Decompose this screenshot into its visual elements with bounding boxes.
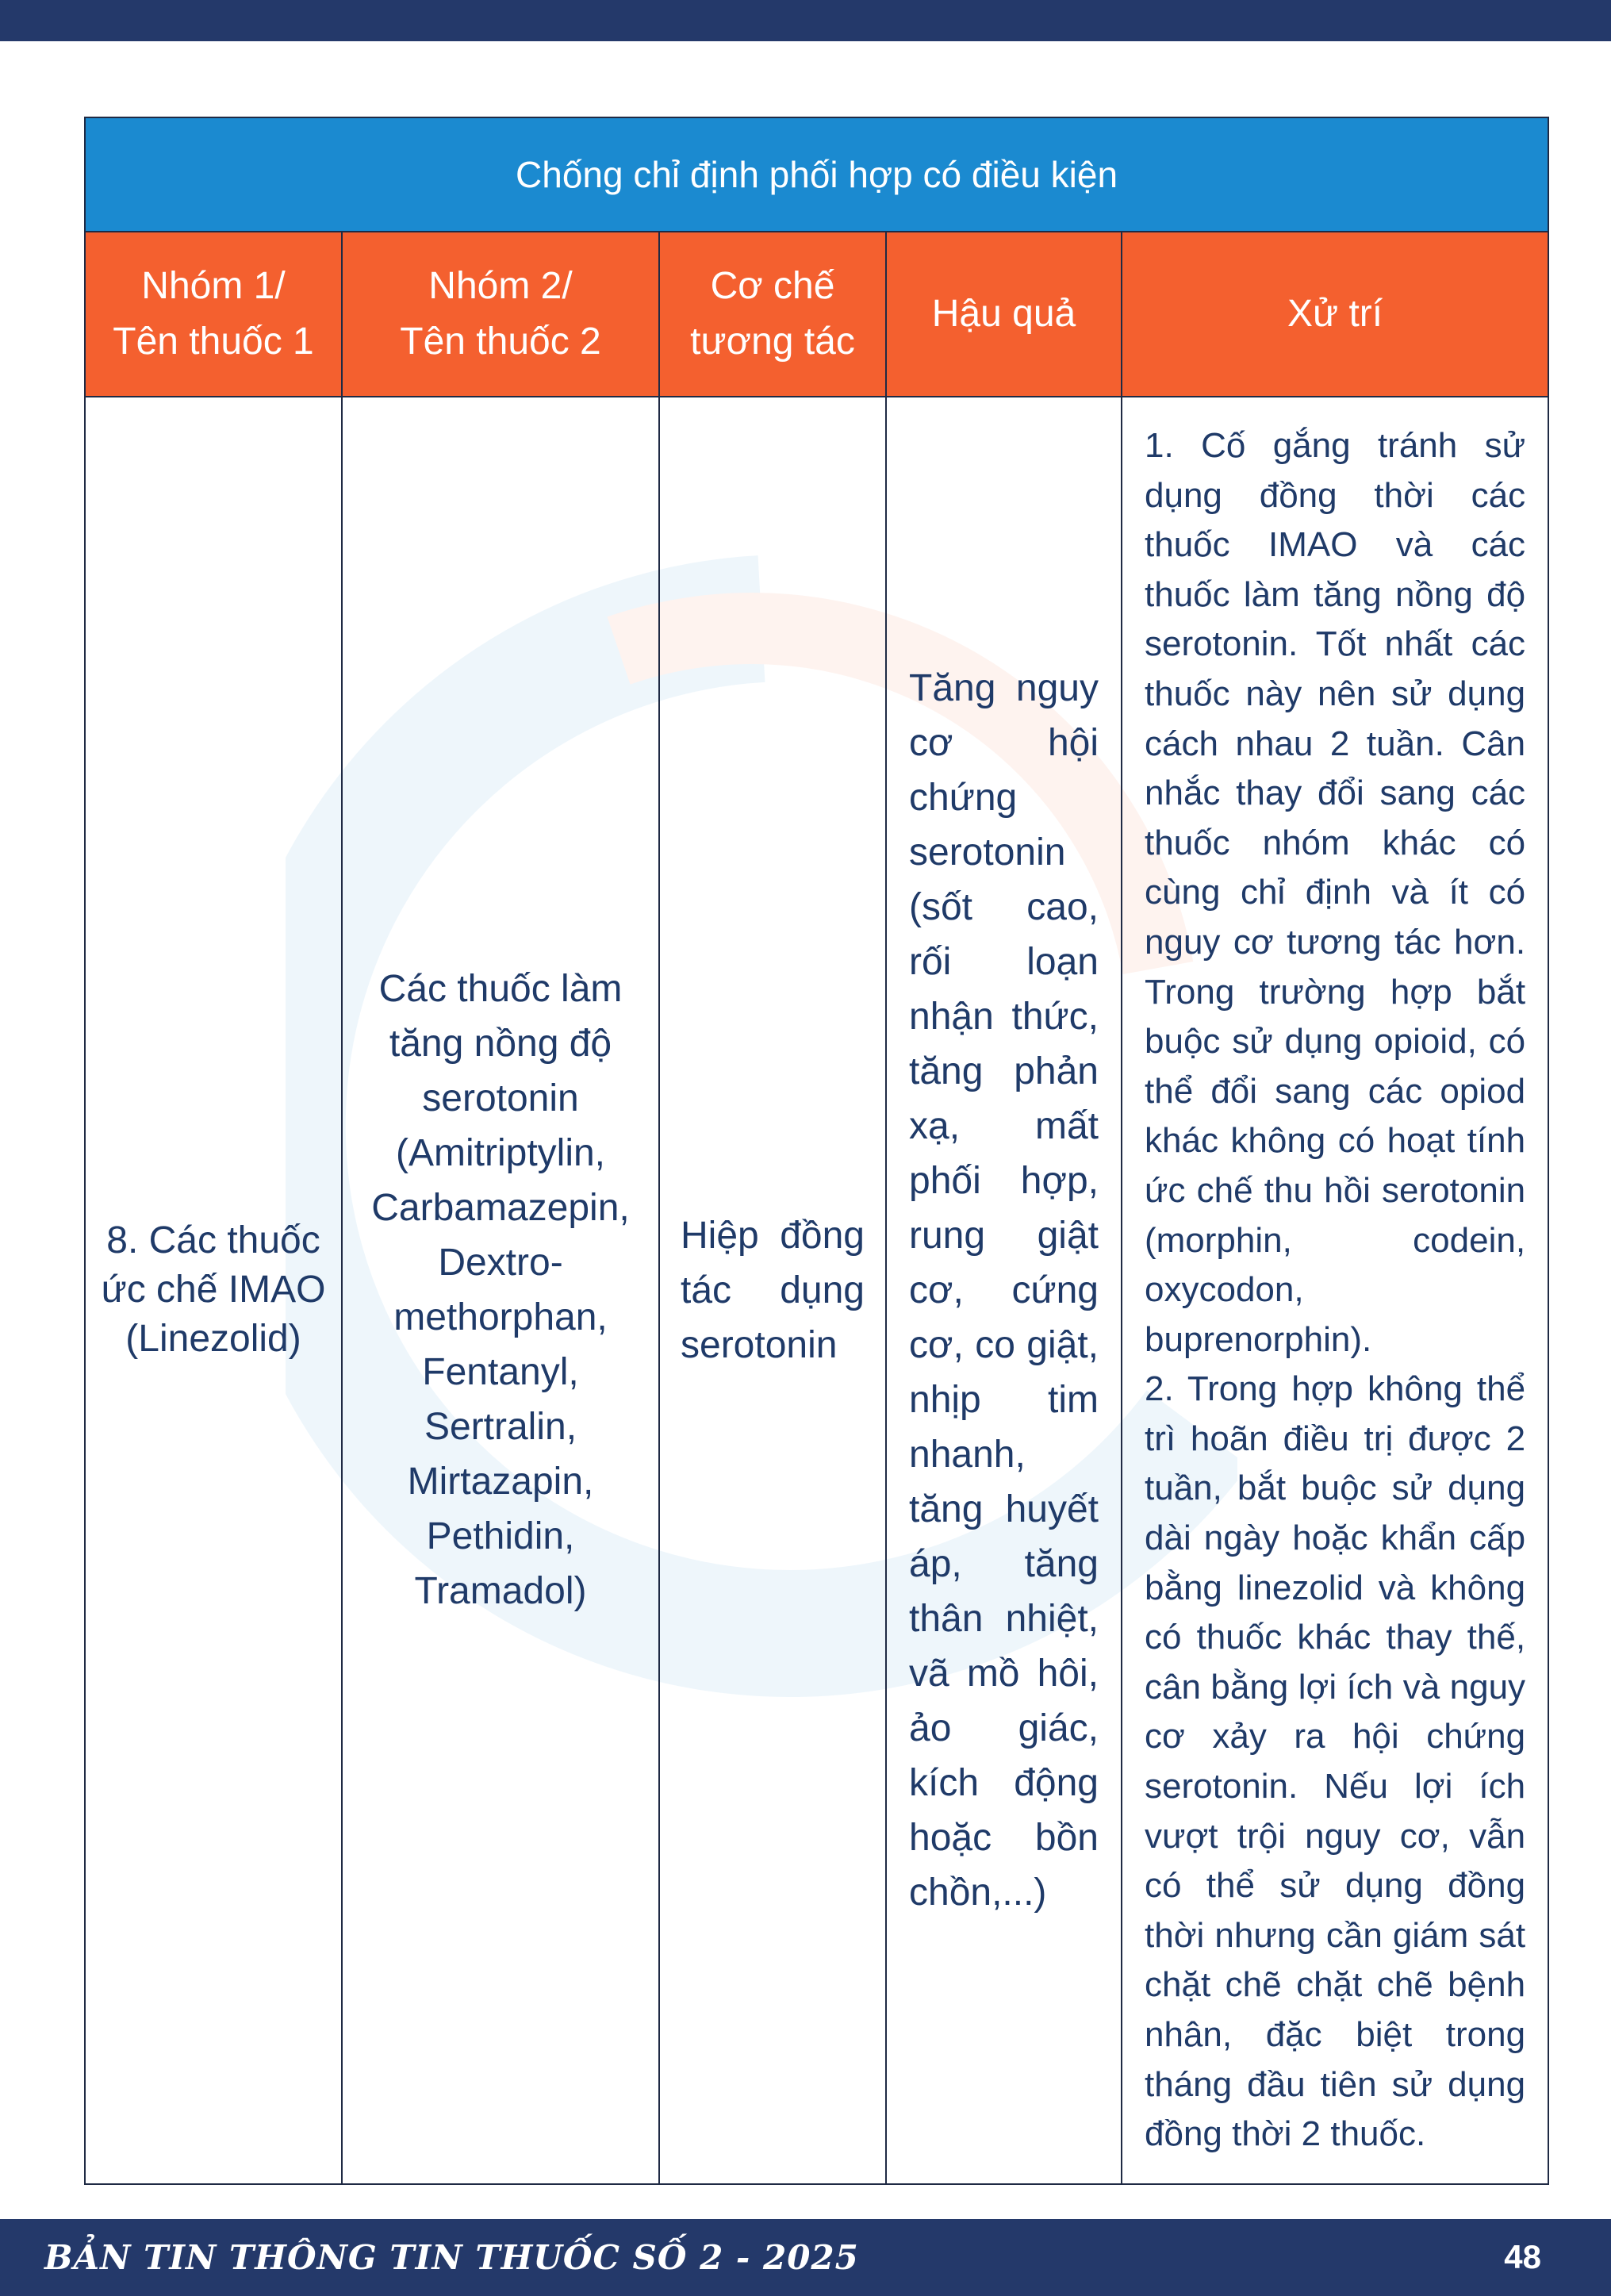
header-group2-line2: Tên thuốc 2 xyxy=(400,321,601,363)
cell-management xyxy=(1122,397,1548,2184)
header-consequence xyxy=(886,232,1122,397)
header-group2-line1: Nhóm 2/ xyxy=(428,265,573,307)
cell-group1: 8. Các thuốc ức chế IMAO (Linezolid) xyxy=(85,397,342,2184)
header-mechanism xyxy=(659,232,886,397)
header-group2 xyxy=(342,232,659,397)
header-mechanism-line1: Cơ chế xyxy=(710,265,835,307)
page-number: 48 xyxy=(1504,2238,1541,2275)
footer-title: BẢN TIN THÔNG TIN THUỐC SỐ 2 - 2025 xyxy=(44,2238,859,2277)
table-title-row xyxy=(85,117,1548,232)
footer-bar xyxy=(0,2219,1611,2296)
table-row xyxy=(85,397,1548,2184)
cell-consequence: Tăng nguy cơ hội chứng serotonin (sốt cao, rối loạn nhận thức, tăng phản xạ, mất phối hợp, rung giật cơ, cứng cơ, co giật, nhịp tim nhanh, tăng huyết áp, tăng thân nhiệt, vã mồ hôi, ảo giác, kích động hoặc bồn chồn,...) xyxy=(886,397,1122,2184)
header-management-line1: Xử trí xyxy=(1287,293,1383,335)
management-item-1: 1. Cố gắng tránh sử dụng đồng thời các thuốc IMAO và các thuốc làm tăng nồng độ serotonin. Tốt nhất các thuốc này nên sử dụng cách nhau 2 tuần. Cân nhắc thay đổi sang các thuốc nhóm khác có cùng chỉ định và ít có nguy cơ tương tác hơn. Trong trường hợp bắt buộc sử dụng opioid, có thể đổi sang các opiod khác không có hoạt tính ức chế thu hồi serotonin (morphin, codein, oxycodon, buprenorphin). xyxy=(1145,426,1526,1359)
table-title: Chống chỉ định phối hợp có điều kiện xyxy=(85,117,1548,232)
management-item-2: 2. Trong hợp không thể trì hoãn điều trị được 2 tuần, bắt buộc sử dụng dài ngày hoặc khẩn cấp bằng linezolid và không có thuốc khác thay thế, cân bằng lợi ích và nguy cơ xảy ra hội chứng serotonin. Nếu lợi ích vượt trội nguy cơ, vẫn có thể sử dụng đồng thời nhưng cần giám sát chặt chẽ chặt chẽ bệnh nhân, đặc biệt trong tháng đầu tiên sử dụng đồng thời 2 thuốc. xyxy=(1145,1369,1526,2154)
header-group1-line1: Nhóm 1/ xyxy=(141,265,286,307)
header-group1 xyxy=(85,232,342,397)
header-group1-line2: Tên thuốc 1 xyxy=(113,321,314,363)
header-management xyxy=(1122,232,1548,397)
header-consequence-line1: Hậu quả xyxy=(931,293,1076,335)
top-bar xyxy=(0,0,1611,41)
interaction-table xyxy=(84,117,1549,2185)
table-header-row xyxy=(85,232,1548,397)
cell-group2: Các thuốc làm tăng nồng độ serotonin (Amitriptylin, Carbamazepin, Dextro-methorphan, Fentanyl, Sertralin, Mirtazapin, Pethidin, Tramadol) xyxy=(342,397,659,2184)
header-mechanism-line2: tương tác xyxy=(690,321,855,363)
cell-mechanism: Hiệp đồng tác dụng serotonin xyxy=(659,397,886,2184)
